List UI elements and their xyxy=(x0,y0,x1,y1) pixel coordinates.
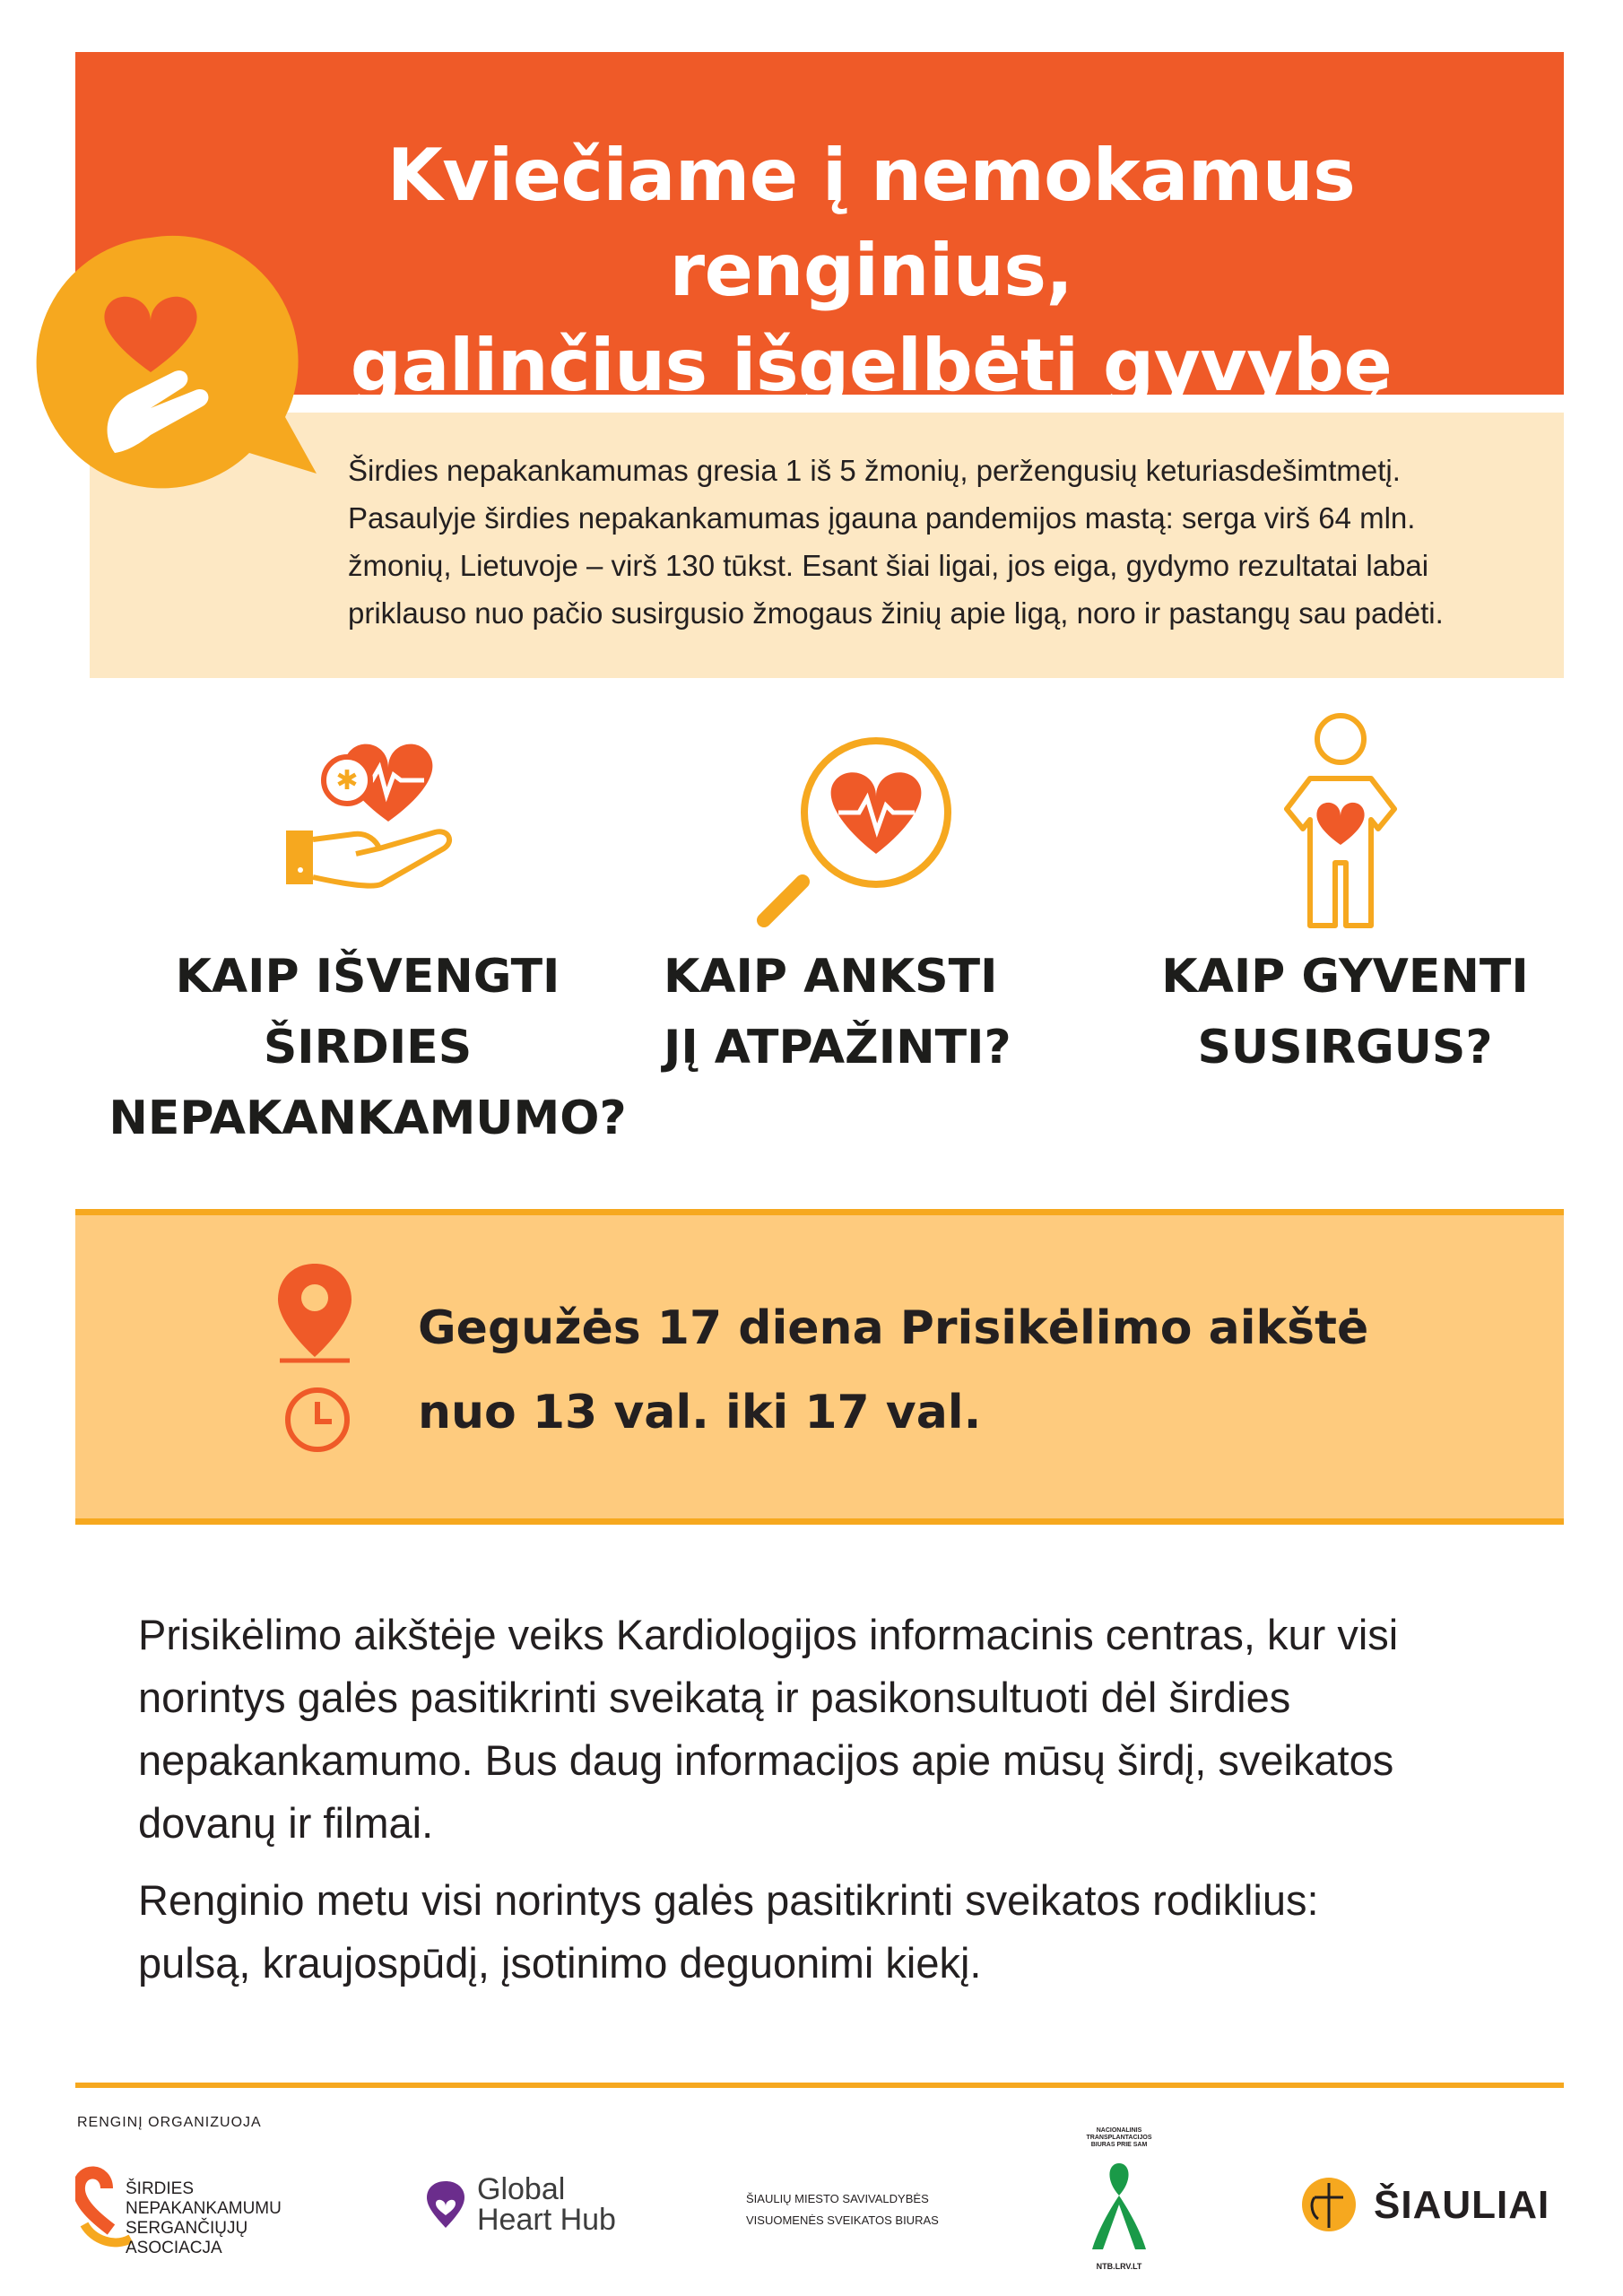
feature-title-line: KAIP GYVENTI xyxy=(1161,950,1529,1004)
body-line: Prisikėlimo aikštėje veiks Kardiologijos informacinis centras, kur visi xyxy=(138,1611,1399,1658)
intro-line: Širdies nepakankamumas gresia 1 iš 5 žmonių, peržengusių keturiasdešimtmetį. xyxy=(348,454,1401,487)
feature-title-line: KAIP ANKSTI xyxy=(664,950,998,1004)
intro-text xyxy=(348,447,1541,637)
feature-title-line: KAIP IŠVENGTI xyxy=(175,950,560,1004)
feature-title-detect xyxy=(664,942,1040,1083)
feature-title-line: NEPAKANKAMUMO? xyxy=(108,1091,627,1145)
title-line-2: galinčius išgelbėti gyvybę xyxy=(350,324,1393,407)
body-line: norintys galės pasitikrinti sveikatą ir pasikonsultuoti dėl širdies xyxy=(138,1674,1291,1721)
intro-line: priklauso nuo pačio susirgusio žmogaus žinių apie ligą, noro ir pastangų sau padėti. xyxy=(348,596,1444,630)
logo5-text: ŠIAULIAI xyxy=(1374,2183,1550,2227)
logo-ntb xyxy=(1065,2127,1173,2280)
body-paragraph-1 xyxy=(138,1604,1537,1855)
feature-title-line: ŠIRDIES xyxy=(263,1021,473,1074)
feature-title-live xyxy=(1139,942,1551,1083)
event-location: Gegužės 17 diena Prisikėlimo aikštė xyxy=(418,1301,1369,1355)
person-heart-icon xyxy=(1269,710,1412,935)
feature-title-prevent xyxy=(90,942,646,1154)
logo4-line: TRANSPLANTACIJOS xyxy=(1086,2135,1152,2141)
sun-archer-icon xyxy=(1300,2176,1358,2233)
logo1-line: NEPAKANKAMUMU xyxy=(126,2199,282,2218)
footer-divider xyxy=(75,2083,1564,2088)
logo4-url: NTB.LRV.LT xyxy=(1096,2262,1142,2271)
logo2-line: Global xyxy=(477,2172,566,2206)
logo2-line: Heart Hub xyxy=(477,2203,616,2237)
green-ribbon-icon xyxy=(1085,2160,1153,2253)
logo-siauliai-city xyxy=(1300,2174,1560,2237)
intro-line: Pasaulyje širdies nepakankamumas įgauna pandemijos mastą: serga virš 64 mln. xyxy=(348,501,1416,535)
logo-global-heart-hub xyxy=(425,2170,640,2242)
logo-sna xyxy=(75,2161,344,2260)
logo3-line: VISUOMENĖS SVEIKATOS BIURAS xyxy=(746,2213,939,2227)
heart-pin-logo-icon xyxy=(425,2179,466,2230)
svg-text:✱: ✱ xyxy=(335,765,359,796)
logo1-line: ŠIRDIES xyxy=(126,2179,195,2198)
magnifier-heart-icon xyxy=(753,734,959,940)
feature-title-line: SUSIRGUS? xyxy=(1197,1021,1493,1074)
logo4-line: NACIONALINIS xyxy=(1096,2127,1142,2134)
event-time: nuo 13 val. iki 17 val. xyxy=(418,1386,982,1439)
organizer-label: RENGINĮ ORGANIZUOJA xyxy=(77,2115,262,2130)
feature-title-line: JĮ ATPAŽINTI? xyxy=(664,1021,1011,1074)
clock-icon xyxy=(283,1386,352,1454)
map-pin-icon xyxy=(274,1260,355,1366)
logo3-line: ŠIAULIŲ MIESTO SAVIVALDYBĖS xyxy=(746,2192,929,2205)
title-line-1: Kviečiame į nemokamus renginius, xyxy=(386,134,1356,312)
logo-siauliai-health-bureau xyxy=(746,2188,970,2231)
body-line: nepakankamumo. Bus daug informacijos apie mūsų širdį, sveikatos xyxy=(138,1736,1394,1784)
hand-heart-icon xyxy=(282,725,462,891)
body-line: Renginio metu visi norintys galės pasitikrinti sveikatos rodiklius: xyxy=(138,1876,1319,1924)
logo4-line: BIURAS PRIE SAM xyxy=(1090,2142,1148,2148)
logo1-line: SERGANČIŲJŲ ASOCIACJA xyxy=(126,2219,248,2257)
body-line: dovanų ir filmai. xyxy=(138,1799,434,1847)
body-line: pulsą, kraujospūdį, įsotinimo deguonimi kiekį. xyxy=(138,1939,982,1987)
event-band xyxy=(75,1209,1564,1525)
body-paragraph-2 xyxy=(138,1869,1537,1995)
bubble-heart-hand-icon xyxy=(16,224,321,493)
intro-line: žmonių, Lietuvoje – virš 130 tūkst. Esant šiai ligai, jos eiga, gydymo rezultatai labai xyxy=(348,549,1429,582)
